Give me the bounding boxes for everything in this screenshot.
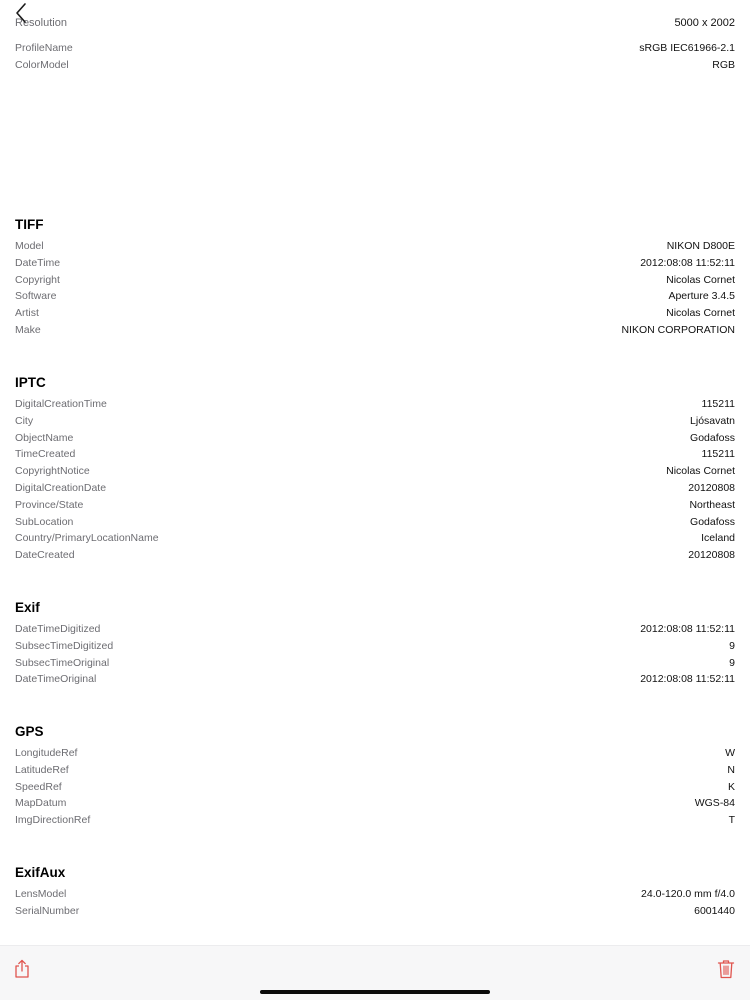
section-title: Exif xyxy=(15,600,40,615)
metadata-value: NIKON D800E xyxy=(666,240,735,252)
metadata-key: CopyrightNotice xyxy=(15,465,90,478)
metadata-value: N xyxy=(727,763,735,776)
metadata-value: Godafoss xyxy=(690,431,735,444)
metadata-row xyxy=(15,396,735,413)
metadata-value: WGS-84 xyxy=(694,797,735,810)
metadata-key: Artist xyxy=(15,307,39,320)
chevron-left-icon xyxy=(14,2,28,24)
metadata-key: SubsecTimeOriginal xyxy=(15,656,110,669)
delete-button[interactable] xyxy=(714,957,738,981)
metadata-key: SubLocation xyxy=(15,515,74,528)
metadata-key: City xyxy=(15,414,34,427)
back-button[interactable] xyxy=(8,0,34,26)
metadata-value: 115211 xyxy=(701,398,735,410)
metadata-row xyxy=(15,305,735,322)
bottom-toolbar xyxy=(0,945,750,1000)
metadata-value: 2012:08:08 11:52:11 xyxy=(640,256,735,269)
metadata-value: T xyxy=(728,814,735,827)
section-exif xyxy=(15,597,735,688)
metadata-value: RGB xyxy=(712,58,735,71)
metadata-row xyxy=(15,40,735,57)
metadata-value: Godafoss xyxy=(690,515,735,528)
metadata-value: 9 xyxy=(729,656,735,669)
metadata-row xyxy=(15,547,735,564)
metadata-key: DigitalCreationDate xyxy=(15,481,107,494)
metadata-key: ColorModel xyxy=(15,58,69,71)
home-indicator xyxy=(260,990,490,994)
metadata-key: Make xyxy=(15,323,41,336)
metadata-key: DateTimeDigitized xyxy=(15,623,101,635)
metadata-key: Copyright xyxy=(15,273,60,286)
metadata-key: DateTime xyxy=(15,256,61,269)
metadata-row xyxy=(15,762,735,779)
metadata-value: Northeast xyxy=(689,498,735,511)
metadata-row xyxy=(15,779,735,796)
metadata-row xyxy=(15,903,735,920)
metadata-key: Resolution xyxy=(15,17,67,29)
clipped-metadata-row xyxy=(15,17,735,38)
metadata-key: ObjectName xyxy=(15,431,74,444)
metadata-row xyxy=(15,671,735,688)
metadata-key: ImgDirectionRef xyxy=(15,814,91,827)
metadata-row xyxy=(15,57,735,74)
metadata-row xyxy=(15,413,735,430)
metadata-row xyxy=(15,497,735,514)
metadata-value: Iceland xyxy=(701,532,735,545)
metadata-row xyxy=(15,238,735,255)
metadata-key: Province/State xyxy=(15,498,84,511)
metadata-key: LongitudeRef xyxy=(15,747,78,759)
metadata-value: NIKON CORPORATION xyxy=(621,323,735,336)
metadata-value: Aperture 3.4.5 xyxy=(668,290,735,303)
metadata-row xyxy=(15,812,735,829)
share-button[interactable] xyxy=(10,957,34,981)
metadata-key: ProfileName xyxy=(15,42,73,54)
metadata-value: 20120808 xyxy=(688,549,735,562)
metadata-value: 5000 x 2002 xyxy=(674,17,735,29)
metadata-value: 2012:08:08 11:52:11 xyxy=(640,673,735,686)
section-title: GPS xyxy=(15,724,44,739)
metadata-key: LensModel xyxy=(15,888,67,900)
metadata-value: Nicolas Cornet xyxy=(666,465,735,478)
top-metadata-list xyxy=(15,40,735,74)
metadata-key: Country/PrimaryLocationName xyxy=(15,532,159,545)
metadata-row xyxy=(15,272,735,289)
metadata-value: sRGB IEC61966-2.1 xyxy=(639,42,735,54)
section-title: TIFF xyxy=(15,217,44,232)
metadata-key: DateCreated xyxy=(15,549,75,562)
metadata-key: LatitudeRef xyxy=(15,763,69,776)
metadata-row xyxy=(15,463,735,480)
metadata-row xyxy=(15,480,735,497)
metadata-key: Software xyxy=(15,290,57,303)
metadata-row xyxy=(15,514,735,531)
section-exifaux xyxy=(15,862,735,920)
metadata-key: SubsecTimeDigitized xyxy=(15,639,114,652)
metadata-row xyxy=(15,655,735,672)
metadata-row xyxy=(15,795,735,812)
metadata-value: 20120808 xyxy=(688,481,735,494)
metadata-row xyxy=(15,530,735,547)
metadata-value: W xyxy=(725,747,735,759)
metadata-row xyxy=(15,638,735,655)
metadata-value: K xyxy=(727,780,735,793)
metadata-row xyxy=(15,886,735,903)
metadata-value: 24.0-120.0 mm f/4.0 xyxy=(641,888,735,900)
metadata-key: SpeedRef xyxy=(15,780,62,793)
metadata-key: TimeCreated xyxy=(15,448,76,461)
metadata-value: Nicolas Cornet xyxy=(666,307,735,320)
metadata-key: DigitalCreationTime xyxy=(15,398,107,410)
metadata-value: 9 xyxy=(729,639,735,652)
metadata-key: Model xyxy=(15,240,44,252)
share-icon xyxy=(13,959,31,979)
metadata-value: 115211 xyxy=(701,448,735,461)
metadata-value: Nicolas Cornet xyxy=(666,273,735,286)
trash-icon xyxy=(717,959,735,979)
metadata-row xyxy=(15,745,735,762)
metadata-row xyxy=(15,322,735,339)
metadata-key: DateTimeOriginal xyxy=(15,673,97,686)
metadata-row xyxy=(15,255,735,272)
metadata-key: SerialNumber xyxy=(15,904,80,917)
metadata-row xyxy=(15,446,735,463)
section-gps xyxy=(15,721,735,829)
metadata-value: 6001440 xyxy=(694,904,735,917)
metadata-row xyxy=(15,430,735,447)
section-tiff xyxy=(15,214,735,339)
metadata-key: MapDatum xyxy=(15,797,67,810)
section-title: IPTC xyxy=(15,375,46,390)
metadata-row xyxy=(15,288,735,305)
metadata-value: 2012:08:08 11:52:11 xyxy=(640,623,735,635)
section-iptc xyxy=(15,372,735,564)
metadata-row xyxy=(15,621,735,638)
metadata-value: Ljósavatn xyxy=(690,414,735,427)
section-title: ExifAux xyxy=(15,865,66,880)
